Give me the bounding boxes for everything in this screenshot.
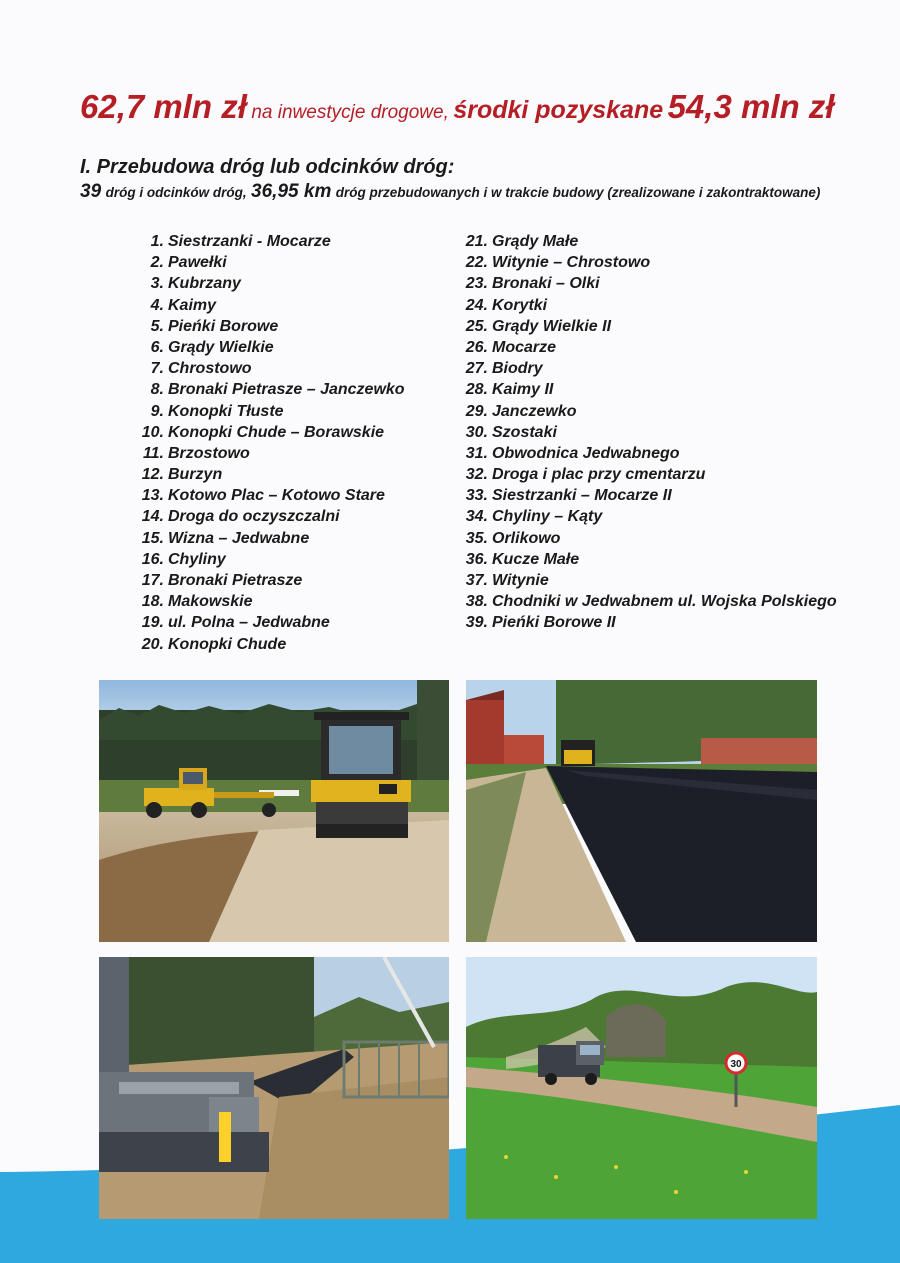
road-name: Witynie – Chrostowo — [492, 254, 651, 272]
road-number: 6. — [150, 338, 164, 356]
road-list-item — [136, 485, 405, 506]
road-number: 32. — [465, 466, 488, 484]
road-list-item — [136, 295, 405, 316]
road-number: 7. — [150, 360, 164, 378]
road-list-item — [136, 422, 405, 443]
road-name: Janczewko — [492, 402, 577, 420]
road-list-item — [462, 485, 837, 506]
road-list-item — [462, 231, 837, 252]
road-number: 27. — [465, 360, 488, 378]
road-name: Bronaki Pietrasze — [168, 572, 303, 589]
headline-total-amount: 62,7 mln zł — [80, 88, 247, 125]
road-number: 24. — [465, 296, 488, 314]
headline-purpose: na inwestycje drogowe, — [251, 102, 449, 123]
road-list-item — [136, 273, 405, 294]
road-list-item — [136, 549, 405, 570]
road-number: 21. — [465, 233, 488, 250]
road-list-item — [462, 379, 837, 400]
road-number: 25. — [465, 317, 488, 335]
road-name: Mocarze — [492, 338, 557, 356]
road-number: 38. — [465, 593, 488, 611]
road-number: 10. — [141, 423, 164, 441]
road-list-item — [136, 506, 405, 527]
road-list-item — [462, 422, 837, 443]
photo-road-roller — [99, 680, 449, 942]
road-name: Wizna – Jedwabne — [168, 529, 310, 547]
road-name: Kaimy II — [492, 381, 554, 399]
road-name: Siestrzanki – Mocarze II — [492, 487, 672, 505]
road-name: Konopki Tłuste — [168, 402, 284, 420]
road-number: 30. — [465, 423, 488, 441]
road-list-item — [136, 252, 405, 273]
road-name: Grądy Wielkie — [168, 338, 274, 356]
road-list-item — [136, 337, 405, 358]
road-list-item — [462, 443, 837, 464]
road-list-item — [136, 231, 405, 252]
road-name: Droga i plac przy cmentarzu — [492, 466, 706, 484]
road-number: 34. — [465, 508, 488, 526]
road-name: Burzyn — [168, 466, 223, 484]
headline-funds-label: środki pozyskane — [453, 96, 664, 124]
road-list-item — [462, 528, 837, 549]
section-subtitle — [80, 181, 820, 203]
road-name: Chyliny – Kąty — [492, 508, 603, 526]
road-list-item — [462, 612, 837, 633]
road-list-item — [462, 295, 837, 316]
road-list-item — [136, 379, 405, 400]
road-list-item — [462, 570, 837, 591]
road-name: Witynie — [492, 572, 549, 589]
road-list-item — [462, 252, 837, 273]
road-name: Szostaki — [492, 423, 557, 441]
road-list-item — [462, 591, 837, 612]
road-number: 11. — [142, 444, 164, 462]
road-list-item — [462, 549, 837, 570]
photo-fresh-asphalt — [466, 680, 817, 942]
road-name: Obwodnica Jedwabnego — [492, 444, 680, 462]
road-name: Kaimy — [168, 296, 217, 314]
road-name: Grądy Wielkie II — [492, 317, 612, 335]
road-name: Korytki — [492, 296, 548, 314]
road-name: Bronaki – Olki — [492, 275, 600, 293]
section-title: I. Przebudowa dróg lub odcinków dróg: — [80, 156, 455, 178]
road-number: 23. — [465, 275, 488, 293]
road-number: 15. — [141, 529, 164, 547]
road-list-item — [462, 506, 837, 527]
road-name: Biodry — [492, 360, 543, 378]
road-list-right — [462, 231, 837, 634]
road-name: Grądy Małe — [492, 233, 579, 250]
road-name: Chodniki w Jedwabnem ul. Wojska Polskiego — [492, 593, 837, 611]
road-number: 22. — [465, 254, 488, 272]
road-number: 20. — [141, 635, 164, 653]
photo-paving-machine — [99, 957, 449, 1219]
road-number: 36. — [465, 550, 488, 568]
road-name: Kucze Małe — [492, 550, 580, 568]
road-list-item — [136, 401, 405, 422]
road-number: 39. — [465, 614, 488, 632]
road-count-text: dróg i odcinków dróg, — [105, 185, 247, 200]
road-number: 13. — [141, 487, 164, 505]
road-name: Chyliny — [168, 550, 226, 568]
photo-gravel-road-truck — [466, 957, 817, 1219]
road-list-item — [136, 316, 405, 337]
speed-limit-sign-text: 30 — [730, 1059, 742, 1070]
road-name: Chrostowo — [168, 360, 252, 378]
road-number: 4. — [150, 296, 164, 314]
road-number: 29. — [465, 402, 488, 420]
road-number: 1. — [150, 233, 164, 250]
road-number: 18. — [141, 593, 164, 611]
road-name: Konopki Chude — [168, 635, 287, 653]
road-number: 9. — [150, 402, 164, 420]
road-name: Pieńki Borowe — [168, 317, 279, 335]
road-name: Pawełki — [168, 254, 227, 272]
road-list-item — [462, 464, 837, 485]
road-list-item — [136, 358, 405, 379]
road-length-text: dróg przebudowanych i w trakcie budowy (zrealizowane i zakontraktowane) — [335, 185, 821, 200]
road-name: Pieńki Borowe II — [492, 614, 616, 632]
road-number: 35. — [465, 529, 488, 547]
road-number: 17. — [141, 572, 164, 589]
road-number: 19. — [141, 614, 164, 632]
road-count: 39 — [80, 181, 102, 202]
road-list-item — [136, 612, 405, 633]
headline — [80, 88, 880, 126]
road-list-item — [462, 316, 837, 337]
road-list-item — [462, 401, 837, 422]
road-list-item — [136, 528, 405, 549]
road-number: 28. — [465, 381, 488, 399]
road-length: 36,95 km — [251, 181, 332, 202]
road-list-item — [462, 358, 837, 379]
road-number: 26. — [465, 338, 488, 356]
road-list-item — [136, 443, 405, 464]
road-number: 16. — [141, 550, 164, 568]
road-name: Droga do oczyszczalni — [168, 508, 340, 526]
road-name: Siestrzanki - Mocarze — [168, 233, 331, 250]
road-number: 2. — [150, 254, 164, 272]
road-name: Kotowo Plac – Kotowo Stare — [168, 487, 385, 505]
road-list-item — [462, 273, 837, 294]
headline-funds-amount: 54,3 mln zł — [667, 88, 835, 125]
road-number: 31. — [465, 444, 488, 462]
road-list-left — [136, 231, 405, 655]
road-name: Kubrzany — [168, 275, 241, 293]
road-list-item — [136, 570, 405, 591]
road-number: 37. — [465, 572, 488, 589]
road-name: ul. Polna – Jedwabne — [168, 614, 330, 632]
road-number: 12. — [141, 466, 164, 484]
road-list-item — [462, 337, 837, 358]
road-name: Brzostowo — [168, 444, 250, 462]
road-number: 33. — [465, 487, 488, 505]
road-number: 14. — [141, 508, 164, 526]
road-list-item — [136, 591, 405, 612]
road-name: Orlikowo — [492, 529, 561, 547]
road-list-item — [136, 464, 405, 485]
road-name: Makowskie — [168, 593, 253, 611]
road-list-item — [136, 634, 405, 655]
road-number: 3. — [150, 275, 164, 293]
road-number: 5. — [150, 317, 164, 335]
road-number: 8. — [150, 381, 164, 399]
road-name: Konopki Chude – Borawskie — [168, 423, 385, 441]
road-name: Bronaki Pietrasze – Janczewko — [168, 381, 405, 399]
